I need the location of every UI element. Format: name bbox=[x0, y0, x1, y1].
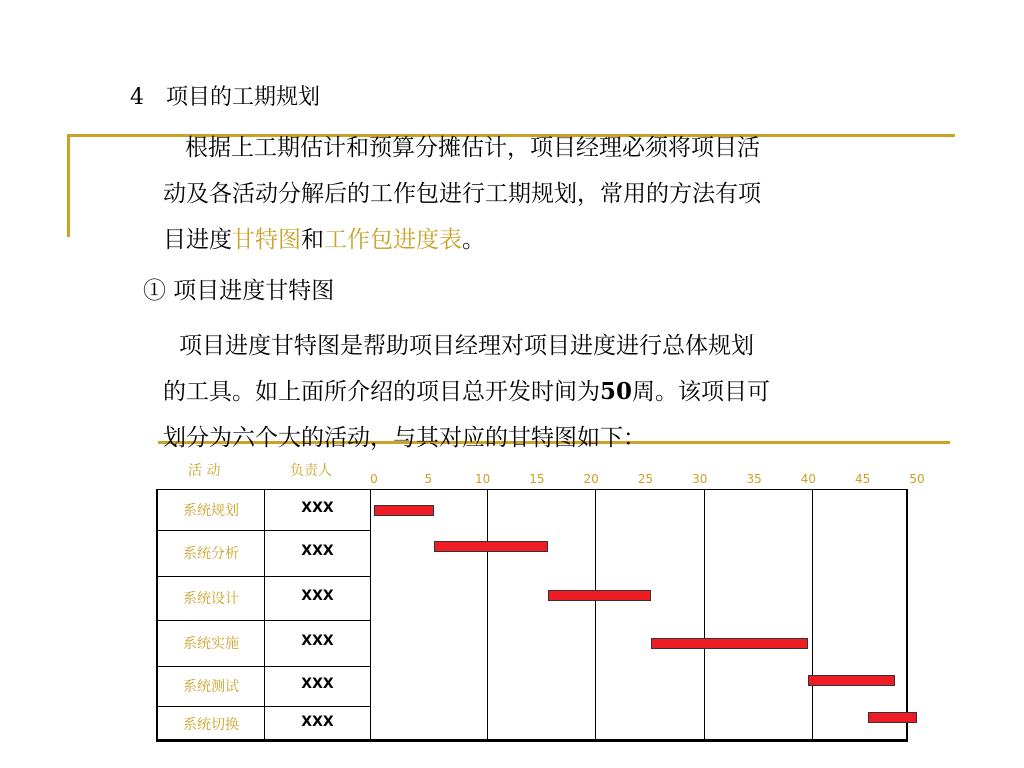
activity-owner: XXX bbox=[301, 633, 334, 649]
gantt-chart-link[interactable]: 甘特图 bbox=[232, 227, 301, 253]
intro-line-2: 动及各活动分解后的工作包进行工期规划，常用的方法有项 bbox=[163, 181, 761, 207]
section-title: 项目的工期规划 bbox=[166, 85, 321, 110]
gantt-bar bbox=[651, 638, 808, 649]
activity-header: 活 动 bbox=[188, 463, 221, 479]
desc-line2-post: 周。该项目可 bbox=[632, 379, 771, 405]
activity-owner: XXX bbox=[301, 588, 334, 604]
intro-line-1: 根据上工期估计和预算分摊估计，项目经理必须将项目活 bbox=[185, 135, 760, 161]
gantt-bar bbox=[868, 712, 917, 723]
section-number: 4 bbox=[130, 85, 144, 110]
intro-line-3 bbox=[163, 217, 923, 263]
total-weeks: 50 bbox=[600, 378, 633, 405]
section-heading bbox=[130, 80, 320, 111]
desc-line2-pre: 的工具。如上面所介绍的项目总开发时间为 bbox=[163, 379, 600, 405]
x-tick-label: 25 bbox=[637, 472, 654, 486]
intro-line3-pre: 目进度 bbox=[163, 227, 232, 253]
gantt-bar bbox=[434, 541, 548, 552]
decor-left-line bbox=[67, 134, 70, 237]
gridline bbox=[812, 489, 813, 742]
x-tick-label: 20 bbox=[583, 472, 599, 486]
gridline bbox=[595, 489, 596, 742]
x-tick-label: 45 bbox=[855, 472, 871, 486]
owner-header: 负责人 bbox=[290, 463, 332, 479]
desc-line-3: 划分为六个大的活动，与其对应的甘特图如下： bbox=[163, 425, 646, 451]
activity-name: 系统分析 bbox=[183, 546, 239, 562]
gantt-table bbox=[156, 489, 908, 742]
activity-name: 系统设计 bbox=[183, 591, 239, 607]
activity-name: 系统切换 bbox=[183, 716, 239, 733]
gantt-bar bbox=[808, 675, 895, 686]
x-tick-label: 35 bbox=[746, 472, 762, 486]
x-tick-label: 10 bbox=[474, 472, 491, 486]
desc-line-1: 项目进度甘特图是帮助项目经理对项目进度进行总体规划 bbox=[179, 333, 754, 359]
gantt-bar bbox=[548, 590, 651, 601]
desc-line-2 bbox=[163, 369, 923, 415]
x-tick-label: 5 bbox=[424, 472, 433, 486]
row-divider bbox=[156, 620, 370, 621]
activity-owner: XXX bbox=[301, 676, 334, 692]
row-divider bbox=[156, 576, 370, 577]
row-divider bbox=[156, 530, 370, 531]
subheading: ① 项目进度甘特图 bbox=[143, 278, 335, 304]
activity-owner: XXX bbox=[301, 713, 334, 730]
row-divider bbox=[156, 666, 370, 667]
activity-name: 系统规划 bbox=[183, 503, 239, 519]
gridline bbox=[704, 489, 705, 742]
intro-end: 。 bbox=[462, 227, 485, 253]
x-tick-label: 30 bbox=[692, 472, 708, 486]
gridline bbox=[487, 489, 488, 742]
row-divider bbox=[156, 706, 370, 707]
gantt-bar bbox=[374, 505, 434, 516]
activity-owner: XXX bbox=[301, 543, 334, 559]
column-divider-activity bbox=[264, 489, 265, 742]
intro-mid: 和 bbox=[301, 227, 324, 253]
x-tick-label: 15 bbox=[529, 472, 545, 486]
intro-paragraph bbox=[163, 125, 923, 263]
x-tick-label: 50 bbox=[909, 472, 925, 486]
x-tick-label: 40 bbox=[800, 472, 817, 486]
work-package-schedule-link[interactable]: 工作包进度表 bbox=[324, 227, 462, 253]
activity-owner: XXX bbox=[301, 500, 334, 516]
x-tick-label: 0 bbox=[370, 472, 378, 486]
activity-name: 系统实施 bbox=[183, 636, 239, 652]
activity-name: 系统测试 bbox=[183, 679, 239, 695]
description-paragraph bbox=[163, 323, 923, 461]
column-divider-owner bbox=[370, 489, 371, 742]
